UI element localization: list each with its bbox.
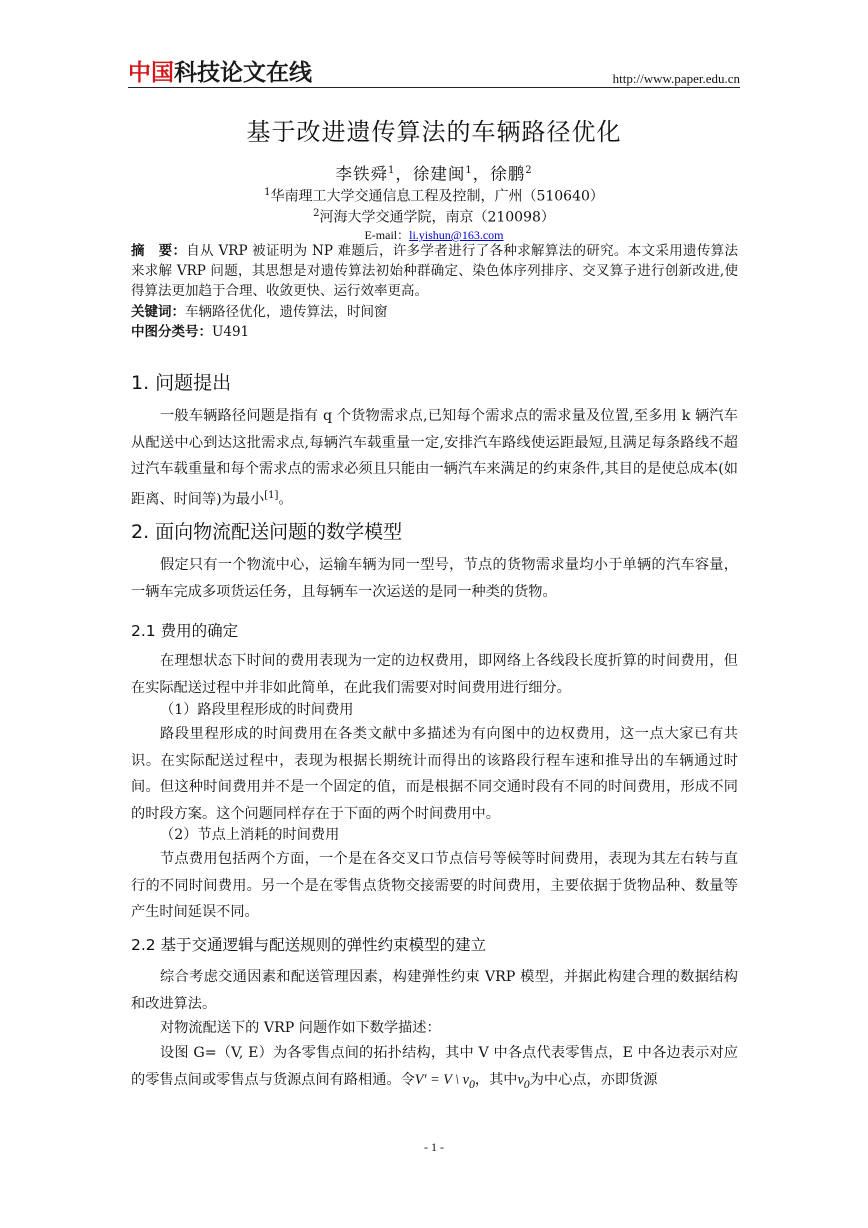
symbol-text: v: [517, 1071, 524, 1088]
site-logo: [128, 59, 312, 87]
email-link[interactable]: li.yishun@163.com: [409, 228, 504, 242]
abstract-text: 自从 VRP 被证明为 NP 难题后，许多学者进行了各种求解算法的研究。本文采用遗传算法来求解 VRP 问题，其思想是对遗传算法初始种群确定、染色体序列排序、交叉算子进行创新改进,使得算法更加趋于合理、收敛更快、运行效率更高。: [131, 243, 738, 299]
classification: [131, 322, 738, 342]
author-affil-mark: 2: [525, 165, 533, 176]
paragraph-text: 一般车辆路径问题是指有 q 个货物需求点,已知每个需求点的需求量及位置,至多用 k 辆汽车从配送中心到达这批需求点,每辆汽车载重量一定,安排汽车路线使运距最短,且满足每条路线不超过汽车载重量和每个需求点的需求必须且只能由一辆汽车来满足的约束条件,其目的是使总成本(如距离、时间等)为最小: [131, 408, 738, 508]
symbol-subscript: 0: [523, 1076, 530, 1091]
paragraph-text: 为中心点，亦即货源: [529, 1071, 658, 1088]
author-separator: ，: [472, 164, 491, 184]
formula-text: V′ = V \ v: [414, 1071, 469, 1088]
classification-label: 中图分类号：: [131, 324, 212, 340]
affiliation-mark: 1: [264, 187, 271, 198]
abstract-label: 摘 要：: [131, 243, 187, 259]
logo-text-dark: 科技论文在线: [174, 60, 312, 86]
section-2-1-heading: 2.1 费用的确定: [131, 622, 239, 640]
paragraph-text: ，其中: [474, 1071, 518, 1088]
affiliation-1: [128, 184, 740, 206]
affiliation-2: [128, 205, 740, 227]
paragraph-text: 设图 G=（V, E）为各零售点间的拓扑结构，其中 V 中各点代表零售点，E 中各边表示对应的零售点间或零售点与货源点间有路相通。令: [131, 1045, 738, 1088]
keywords-text: 车辆路径优化，遗传算法，时间窗: [185, 304, 388, 320]
section-2-2-paragraph-3: [131, 1040, 738, 1097]
citation-ref[interactable]: [1]: [264, 489, 279, 501]
paragraph-end: 。: [278, 491, 293, 508]
classification-code: U491: [212, 324, 250, 340]
section-2-1-subitem-2: （2）节点上消耗的时间费用: [160, 827, 340, 843]
author-name: 徐鹏: [490, 164, 526, 184]
section-2-heading: 2. 面向物流配送问题的数学模型: [131, 521, 403, 543]
section-2-paragraph: 假定只有一个物流中心，运输车辆为同一型号，节点的货物需求量均小于单辆的汽车容量，一辆车完成多项货运任务，且每辆车一次运送的是同一种类的货物。: [131, 557, 738, 600]
section-1-paragraph: [131, 403, 738, 513]
keywords-label: 关键词：: [131, 304, 185, 320]
author-affil-mark: 1: [465, 165, 473, 176]
email-label: E-mail：: [364, 228, 410, 242]
page-number: - 1 -: [424, 1140, 444, 1154]
header-divider: [128, 87, 740, 88]
section-2-2-paragraph-2: 对物流配送下的 VRP 问题作如下数学描述：: [160, 1020, 441, 1036]
section-2-1-paragraph-1: 在理想状态下时间的费用表现为一定的边权费用，即网络上各线段长度折算的时间费用，但在实际配送过程中并非如此简单，在此我们需要对时间费用进行细分。: [131, 653, 738, 696]
affiliation-text: 河海大学交通学院，南京（210098）: [319, 209, 555, 226]
site-url[interactable]: http://www.paper.edu.cn: [612, 71, 740, 86]
paper-title: 基于改进遗传算法的车辆路径优化: [246, 118, 622, 146]
section-2-1-paragraph-2: 路段里程形成的时间费用在各类文献中多描述为有向图中的边权费用，这一点大家已有共识。在实际配送过程中，表现为根据长期统计而得出的该路段行程车速和推导出的车辆通过时间。但这种时间费用并不是一个固定的值，而是根据不同交通时段有不同的时间费用，形成不同的时段方案。这个问题同样存在于下面的两个时间费用中。: [131, 726, 738, 822]
author-name: 李铁舜: [335, 164, 388, 184]
affiliation-text: 华南理工大学交通信息工程及控制，广州（510640）: [270, 188, 604, 205]
author-name: 徐建闽: [412, 164, 466, 184]
math-symbol: [517, 1071, 530, 1091]
logo-text-red: 中国: [128, 60, 174, 86]
keywords: [131, 302, 738, 322]
section-2-2-heading: 2.2 基于交通逻辑与配送规则的弹性约束模型的建立: [131, 936, 487, 954]
abstract: [131, 241, 738, 301]
section-2-1-paragraph-3: 节点费用包括两个方面，一个是在各交叉口节点信号等候等时间费用，表现为其左右转与直行的不同时间费用。另一个是在零售点货物交接需要的时间费用，主要依据于货物品种、数量等产生时间延误不同。: [131, 851, 738, 920]
section-2-1-subitem-1: （1）路段里程形成的时间费用: [160, 702, 354, 718]
author-separator: ，: [395, 164, 413, 184]
affiliation-mark: 2: [313, 208, 320, 219]
author-affil-mark: 1: [387, 165, 396, 176]
author-list: [128, 160, 740, 186]
math-formula: [414, 1071, 475, 1091]
section-2-2-paragraph-1: 综合考虑交通因素和配送管理因素，构建弹性约束 VRP 模型，并据此构建合理的数据结构和改进算法。: [131, 969, 738, 1012]
formula-subscript: 0: [468, 1076, 475, 1091]
section-1-heading: 1. 问题提出: [131, 372, 232, 394]
